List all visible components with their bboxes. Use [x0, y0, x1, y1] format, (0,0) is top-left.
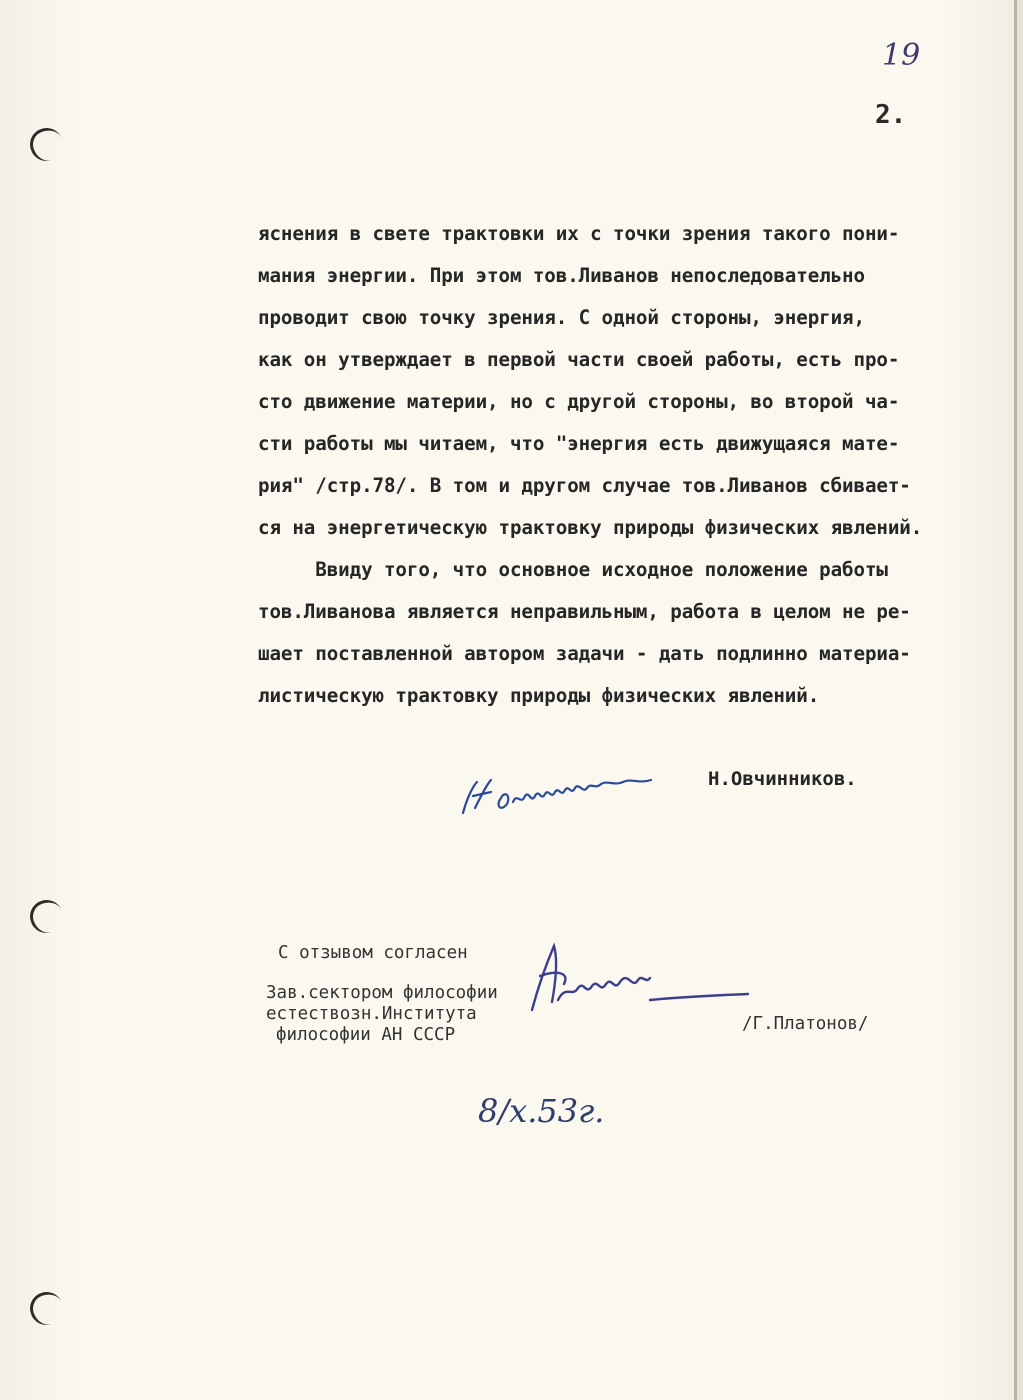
punch-hole — [25, 123, 67, 165]
text-line: яснения в свете трактовки их с точки зрения такого пони- — [258, 222, 900, 245]
text-line: сти работы мы читаем, что "энергия есть движущаяся мате- — [258, 432, 900, 455]
text-line: листическую трактовку природы физических явлений. — [258, 684, 820, 707]
text-line: тов.Ливанова является неправильным, работа в целом не ре- — [258, 600, 911, 623]
page-number: 2. — [875, 100, 907, 130]
endorsement-title-line: Зав.сектором философии — [266, 983, 498, 1003]
text-line: сто движение материи, но с другой стороны, во второй ча- — [258, 390, 900, 413]
handwritten-date: 8/x.53г. — [478, 1092, 605, 1130]
text-line: проводит свою точку зрения. С одной стороны, энергия, — [258, 306, 865, 329]
endorsement-title-line: естествозн.Института — [266, 1004, 477, 1024]
typed-signer-name: Н.Овчинников. — [708, 768, 857, 790]
text-line: шает поставленной автором задачи - дать подлинно материа- — [258, 642, 911, 665]
text-line: Ввиду того, что основное исходное положение работы — [258, 558, 888, 581]
handwritten-signature-platonov — [500, 940, 760, 1030]
page-edge-line — [1014, 0, 1017, 1400]
text-line: как он утверждает в первой части своей работы, есть про- — [258, 348, 900, 371]
review-body-text — [258, 213, 988, 717]
text-line: ся на энергетическую трактовку природы физических явлений. — [258, 516, 923, 539]
endorser-name: /Г.Платонов/ — [742, 1014, 869, 1034]
archive-page-number: 19 — [882, 38, 921, 73]
endorsement-agree: С отзывом согласен — [278, 943, 468, 963]
punch-hole — [25, 895, 67, 937]
text-line: рия" /стр.78/. В том и другом случае тов.Ливанов сбивает- — [258, 474, 911, 497]
page-edge — [1017, 0, 1023, 1400]
text-line: мания энергии. При этом тов.Ливанов непоследовательно — [258, 264, 865, 287]
endorsement-title-line: философии АН СССР — [276, 1025, 456, 1045]
handwritten-signature-ovchinnikov — [455, 768, 705, 828]
punch-hole — [25, 1287, 67, 1329]
